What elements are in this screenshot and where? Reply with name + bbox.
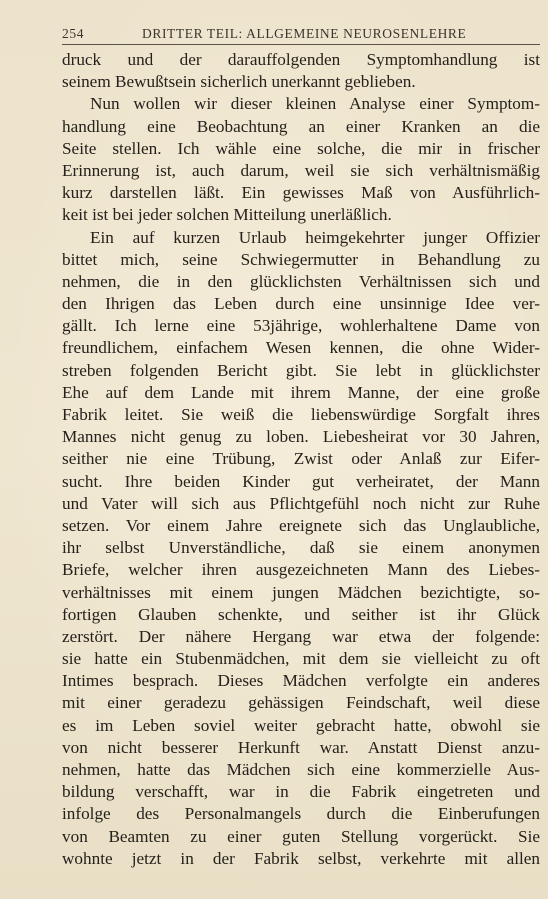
text-line: kurz darstellen läßt. Ein gewisses Maß von Ausführlich- xyxy=(62,183,540,203)
body-text xyxy=(62,49,540,870)
text-line: sucht. Ihre beiden Kinder gut verheiratet, der Mann xyxy=(62,471,540,491)
text-line: wohnte jetzt in der Fabrik selbst, verkehrte mit allen xyxy=(62,848,540,868)
text-line: Erinnerung ist, auch darum, weil sie sich verhältnismäßig xyxy=(62,160,540,180)
text-line: seinem Bewußtsein sicherlich unerkannt geblieben. xyxy=(62,72,416,92)
text-line: Nun wollen wir dieser kleinen Analyse einer Symptom- xyxy=(90,94,540,114)
text-line: Fabrik leitet. Sie weiß die liebenswürdige Sorgfalt ihres xyxy=(62,405,540,424)
header-rule xyxy=(62,44,540,45)
text-line: Ein auf kurzen Urlaub heimgekehrter junger Offizier xyxy=(90,227,540,247)
text-line: Seite stellen. Ich wähle eine solche, die mir in frischer xyxy=(62,138,540,158)
running-title: DRITTER TEIL: ALLGEMEINE NEUROSENLEHRE xyxy=(142,26,467,41)
text-line: bittet mich, seine Schwiegermutter in Behandlung zu xyxy=(62,249,540,269)
text-line: es im Leben soviel weiter gebracht hatte, obwohl sie xyxy=(62,715,540,735)
text-line: druck und der darauffolgenden Symptomhandlung ist xyxy=(62,50,540,69)
text-line: bildung verschafft, war in die Fabrik eingetreten und xyxy=(62,782,540,802)
text-line: nehmen, die in den glücklichsten Verhältnissen sich und xyxy=(62,271,540,291)
text-line: streben folgenden Bericht gibt. Sie lebt in glücklichster xyxy=(62,360,540,380)
text-line: fortigen Glauben schenkte, und seither ist ihr Glück xyxy=(62,604,540,624)
text-line: verhältnisses mit einem jungen Mädchen bezichtigte, so- xyxy=(62,582,540,602)
text-line: freundlichem, einfachem Wesen kennen, die ohne Wider- xyxy=(62,338,540,358)
text-line: keit ist bei jeder solchen Mitteilung unerläßlich. xyxy=(62,205,392,225)
text-line: setzen. Vor einem Jahre ereignete sich das Unglaubliche, xyxy=(62,515,540,535)
text-line: gällt. Ich lerne eine 53jährige, wohlerhaltene Dame von xyxy=(62,316,540,336)
text-line: den Ihrigen das Leben durch eine unsinnige Idee ver- xyxy=(62,294,540,314)
text-line: nehmen, hatte das Mädchen sich eine kommerzielle Aus- xyxy=(62,760,540,779)
text-line: infolge des Personalmangels durch die Einberufungen xyxy=(62,804,540,824)
text-line: Mannes nicht genug zu loben. Liebesheirat vor 30 Jahren, xyxy=(62,427,540,447)
text-line: von nicht besserer Herkunft war. Anstatt Dienst anzu- xyxy=(62,737,540,757)
text-line: handlung eine Beobachtung an einer Kranken an die xyxy=(62,116,540,136)
page-header xyxy=(62,26,540,46)
text-line: seither nie eine Trübung, Zwist oder Anlaß zur Eifer- xyxy=(62,449,540,469)
text-line: Briefe, welcher ihren ausgezeichneten Mann des Liebes- xyxy=(62,560,540,580)
text-line: und Vater will sich aus Pflichtgefühl noch nicht zur Ruhe xyxy=(62,493,540,513)
text-line: mit einer geradezu gehässigen Feindschaft, weil diese xyxy=(62,693,540,713)
text-line: sie hatte ein Stubenmädchen, mit dem sie vielleicht zu oft xyxy=(62,649,540,669)
text-line: ihr selbst Unverständliche, daß sie einem anonymen xyxy=(62,538,540,558)
text-line: Intimes besprach. Dieses Mädchen verfolgte ein anderes xyxy=(62,671,540,691)
text-line: Ehe auf dem Lande mit ihrem Manne, der eine große xyxy=(62,382,540,402)
text-line: zerstört. Der nähere Hergang war etwa der folgende: xyxy=(62,626,540,646)
text-line: von Beamten zu einer guten Stellung vorgerückt. Sie xyxy=(62,826,540,846)
page-number: 254 xyxy=(62,26,85,41)
